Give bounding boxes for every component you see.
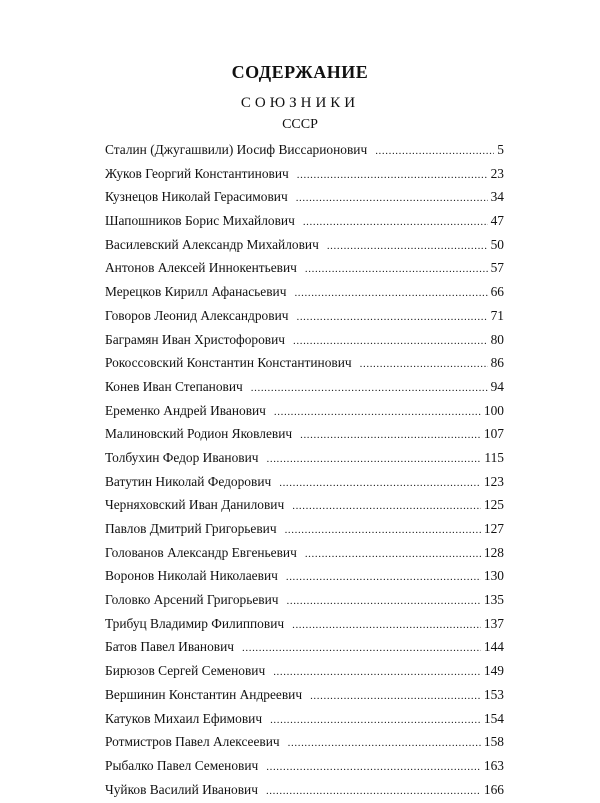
- toc-entry-page-number: 128: [483, 544, 504, 560]
- toc-entry-name: Черняховский Иван Данилович: [105, 497, 285, 513]
- toc-entry-page-number: 94: [490, 378, 504, 394]
- toc-entry[interactable]: [105, 422, 504, 446]
- toc-entry[interactable]: [105, 659, 504, 683]
- dot-leader: [285, 519, 481, 543]
- dot-leader: [287, 590, 481, 614]
- toc-entry-page-number: 57: [490, 260, 504, 276]
- dot-leader: [288, 732, 481, 756]
- toc-entry[interactable]: [105, 233, 504, 257]
- toc-entry-page-number: 154: [483, 710, 504, 726]
- dot-leader: [292, 614, 481, 638]
- dot-leader: [300, 424, 481, 448]
- toc-entry[interactable]: [105, 588, 504, 612]
- toc-entry-name: Рыбалко Павел Семенович: [105, 757, 259, 773]
- dot-leader: [273, 661, 481, 685]
- toc-entry-name: Чуйков Василий Иванович: [105, 781, 258, 797]
- toc-entry[interactable]: [105, 564, 504, 588]
- toc-entry-name: Бирюзов Сергей Семенович: [105, 663, 266, 679]
- toc-entry-name: Воронов Николай Николаевич: [105, 568, 278, 584]
- toc-entry-name: Катуков Михаил Ефимович: [105, 710, 263, 726]
- dot-leader: [297, 164, 488, 188]
- toc-entry-name: Рокоссовский Константин Константинович: [105, 355, 352, 371]
- toc-entry[interactable]: [105, 399, 504, 423]
- toc-entry-page-number: 158: [483, 734, 504, 750]
- toc-entry-page-number: 125: [483, 497, 504, 513]
- toc-entry-page-number: 100: [483, 402, 504, 418]
- toc-entry-page-number: 123: [483, 473, 504, 489]
- dot-leader: [274, 401, 481, 425]
- toc-entry[interactable]: [105, 256, 504, 280]
- toc-entry-name: Еременко Андрей Иванович: [105, 402, 266, 418]
- dot-leader: [360, 353, 488, 377]
- toc-entry-page-number: 80: [490, 331, 504, 347]
- dot-leader: [303, 211, 488, 235]
- toc-entry[interactable]: [105, 730, 504, 754]
- toc-entry-name: Ротмистров Павел Алексеевич: [105, 734, 280, 750]
- toc-entry[interactable]: [105, 138, 504, 162]
- dot-leader: [293, 330, 488, 354]
- toc-entry-name: Трибуц Владимир Филиппович: [105, 615, 285, 631]
- toc-entry[interactable]: [105, 470, 504, 494]
- toc-entry[interactable]: [105, 185, 504, 209]
- dot-leader: [279, 472, 481, 496]
- toc-entry[interactable]: [105, 375, 504, 399]
- toc-entry-name: Конев Иван Степанович: [105, 378, 243, 394]
- toc-entry-page-number: 23: [490, 165, 504, 181]
- toc-entry-name: Батов Павел Иванович: [105, 639, 235, 655]
- toc-entry-page-number: 71: [490, 307, 504, 323]
- toc-entry-name: Антонов Алексей Иннокентьевич: [105, 260, 297, 276]
- toc-entry-name: Шапошников Борис Михайлович: [105, 213, 295, 229]
- toc-entry-page-number: 135: [483, 592, 504, 608]
- dot-leader: [305, 258, 488, 282]
- toc-entry[interactable]: [105, 162, 504, 186]
- toc-entry-page-number: 50: [490, 236, 504, 252]
- toc-entry[interactable]: [105, 707, 504, 731]
- toc-entry-name: Вершинин Константин Андреевич: [105, 686, 303, 702]
- toc-entry[interactable]: [105, 280, 504, 304]
- toc-entry-page-number: 5: [497, 142, 504, 157]
- toc-entry[interactable]: [105, 683, 504, 707]
- toc-entry[interactable]: [105, 778, 504, 802]
- toc-entry-page-number: 166: [483, 781, 504, 797]
- toc-entry-name: Кузнецов Николай Герасимович: [105, 189, 288, 205]
- toc-entry-page-number: 144: [483, 639, 504, 655]
- toc-entry[interactable]: [105, 304, 504, 328]
- page-title: СОДЕРЖАНИЕ: [231, 62, 369, 82]
- toc-entry[interactable]: [105, 541, 504, 565]
- dot-leader: [270, 709, 481, 733]
- toc-entry-page-number: 137: [483, 615, 504, 631]
- toc-entry-name: Сталин (Джугашвили) Иосиф Виссарионович: [105, 142, 368, 157]
- dot-leader: [266, 756, 481, 780]
- toc-entry-page-number: 86: [490, 355, 504, 371]
- toc-entry-name: Мерецков Кирилл Афанасьевич: [105, 284, 287, 300]
- toc-entry-page-number: 34: [490, 189, 504, 205]
- toc-entry-name: Говоров Леонид Александрович: [105, 307, 289, 323]
- toc-entry[interactable]: [105, 493, 504, 517]
- dot-leader: [375, 140, 494, 164]
- dot-leader: [294, 282, 487, 306]
- toc-entry-name: Малиновский Родион Яковлевич: [105, 426, 293, 442]
- toc-entry-page-number: 66: [490, 284, 504, 300]
- dot-leader: [242, 637, 481, 661]
- dot-leader: [266, 780, 481, 803]
- dot-leader: [286, 566, 481, 590]
- toc-entry[interactable]: [105, 635, 504, 659]
- dot-leader: [251, 377, 488, 401]
- toc-entry-name: Жуков Георгий Константинович: [105, 165, 289, 181]
- dot-leader: [267, 448, 482, 472]
- toc-entry[interactable]: [105, 612, 504, 636]
- subsection-title: СССР: [282, 117, 318, 132]
- toc-entry-name: Ватутин Николай Федорович: [105, 473, 272, 489]
- section-title: СОЮЗНИКИ: [240, 95, 360, 111]
- toc-entry-page-number: 107: [483, 426, 504, 442]
- toc-entry-name: Толбухин Федор Иванович: [105, 449, 259, 465]
- toc-entry-name: Голованов Александр Евгеньевич: [105, 544, 297, 560]
- toc-entry[interactable]: [105, 446, 504, 470]
- toc-entry[interactable]: [105, 517, 504, 541]
- toc-entry[interactable]: [105, 351, 504, 375]
- toc-entry-page-number: 130: [483, 568, 504, 584]
- toc-entry-name: Баграмян Иван Христофорович: [105, 331, 286, 347]
- toc-entry-name: Павлов Дмитрий Григорьевич: [105, 521, 277, 536]
- toc-entry-page-number: 153: [483, 686, 504, 702]
- dot-leader: [305, 543, 481, 567]
- toc-entry-page-number: 47: [490, 213, 504, 229]
- toc-entry-page-number: 115: [484, 449, 504, 465]
- toc-entry-page-number: 163: [483, 757, 504, 773]
- toc-entry[interactable]: [105, 328, 504, 352]
- toc-entry[interactable]: [105, 754, 504, 778]
- toc-entry-name: Головко Арсений Григорьевич: [105, 592, 279, 608]
- dot-leader: [292, 495, 481, 519]
- toc-entry[interactable]: [105, 209, 504, 233]
- dot-leader: [296, 306, 487, 330]
- toc-entry-page-number: 127: [483, 521, 504, 536]
- dot-leader: [310, 685, 481, 709]
- dot-leader: [296, 187, 488, 211]
- toc-entry-page-number: 149: [483, 663, 504, 679]
- table-of-contents: [105, 138, 504, 801]
- toc-entry-name: Василевский Александр Михайлович: [105, 236, 319, 252]
- dot-leader: [327, 235, 488, 259]
